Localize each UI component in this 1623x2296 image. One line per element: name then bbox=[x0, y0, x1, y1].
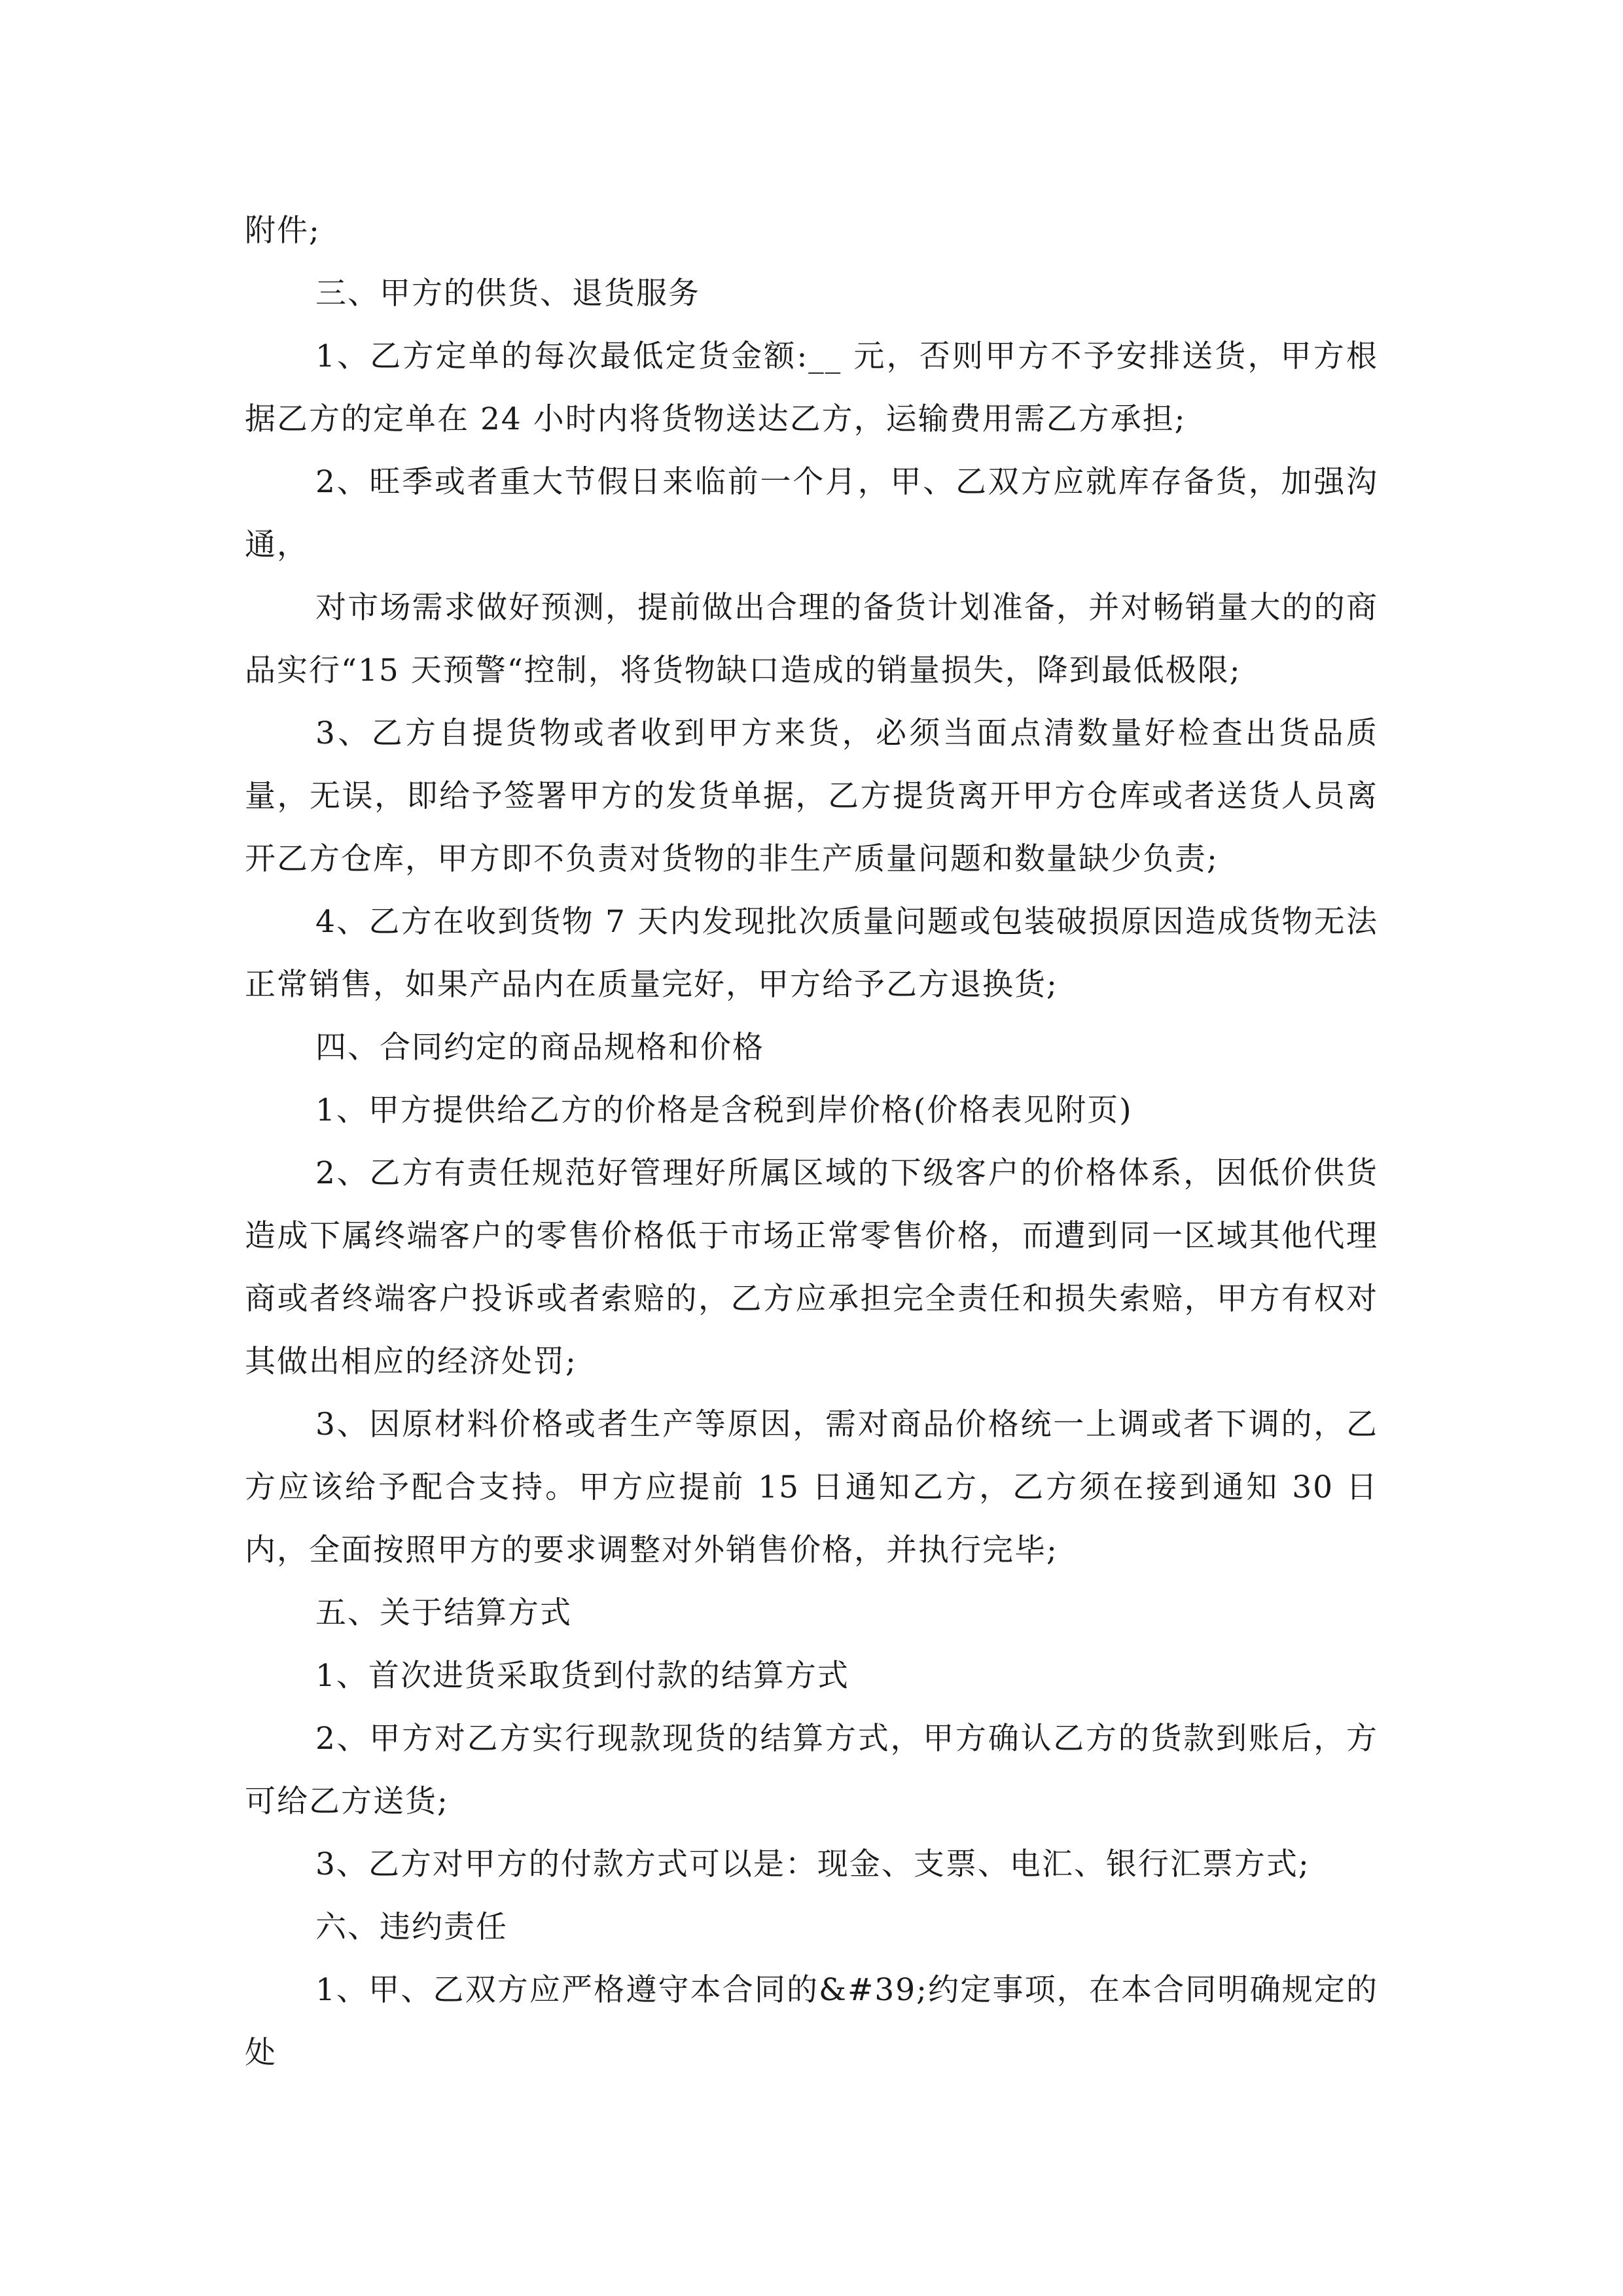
document-body bbox=[245, 200, 1378, 2085]
paragraph: 3、因原材料价格或者生产等原因，需对商品价格统一上调或者下调的，乙方应该给予配合支持。甲方应提前 15 日通知乙方，乙方须在接到通知 30 日内，全面按照甲方的要求调整对外销售价格，并执行完毕; bbox=[245, 1407, 1378, 1568]
paragraph: 1、甲、乙双方应严格遵守本合同的&#39;约定事项，在本合同明确规定的处 bbox=[245, 1972, 1378, 2071]
section-heading-4: 四、合同约定的商品规格和价格 bbox=[315, 1030, 764, 1066]
section-heading-3: 三、甲方的供货、退货服务 bbox=[315, 276, 700, 312]
section-heading-6: 六、违约责任 bbox=[315, 1909, 508, 1945]
paragraph: 1、乙方定单的每次最低定货金额:__ 元，否则甲方不予安排送货，甲方根据乙方的定单在 24 小时内将货物送达乙方，运输费用需乙方承担; bbox=[245, 338, 1378, 437]
paragraph: 3、乙方自提货物或者收到甲方来货，必须当面点清数量好检查出货品质量，无误，即给予签署甲方的发货单据，乙方提货离开甲方仓库或者送货人员离开乙方仓库，甲方即不负责对货物的非生产质量问题和数量缺少负责; bbox=[245, 715, 1378, 877]
paragraph: 2、甲方对乙方实行现款现货的结算方式，甲方确认乙方的货款到账后，方可给乙方送货; bbox=[245, 1721, 1378, 1820]
paragraph: 1、首次进货采取货到付款的结算方式 bbox=[315, 1658, 849, 1694]
paragraph: 1、甲方提供给乙方的价格是含税到岸价格(价格表见附页) bbox=[315, 1092, 1133, 1128]
paragraph-attachment: 附件; bbox=[245, 213, 321, 249]
paragraph: 对市场需求做好预测，提前做出合理的备货计划准备，并对畅销量大的的商品实行“15 天预警“控制，将货物缺口造成的销量损失，降到最低极限; bbox=[245, 590, 1378, 689]
section-heading-5: 五、关于结算方式 bbox=[315, 1595, 572, 1631]
paragraph: 2、乙方有责任规范好管理好所属区域的下级客户的价格体系，因低价供货造成下属终端客户的零售价格低于市场正常零售价格，而遭到同一区域其他代理商或者终端客户投诉或者索赔的，乙方应承担完全责任和损失索赔，甲方有权对其做出相应的经济处罚; bbox=[245, 1155, 1378, 1380]
paragraph: 2、旺季或者重大节假日来临前一个月，甲、乙双方应就库存备货，加强沟通， bbox=[245, 464, 1378, 563]
paragraph: 3、乙方对甲方的付款方式可以是：现金、支票、电汇、银行汇票方式; bbox=[315, 1846, 1310, 1882]
paragraph: 4、乙方在收到货物 7 天内发现批次质量问题或包装破损原因造成货物无法正常销售，如果产品内在质量完好，甲方给予乙方退换货; bbox=[245, 904, 1378, 1003]
